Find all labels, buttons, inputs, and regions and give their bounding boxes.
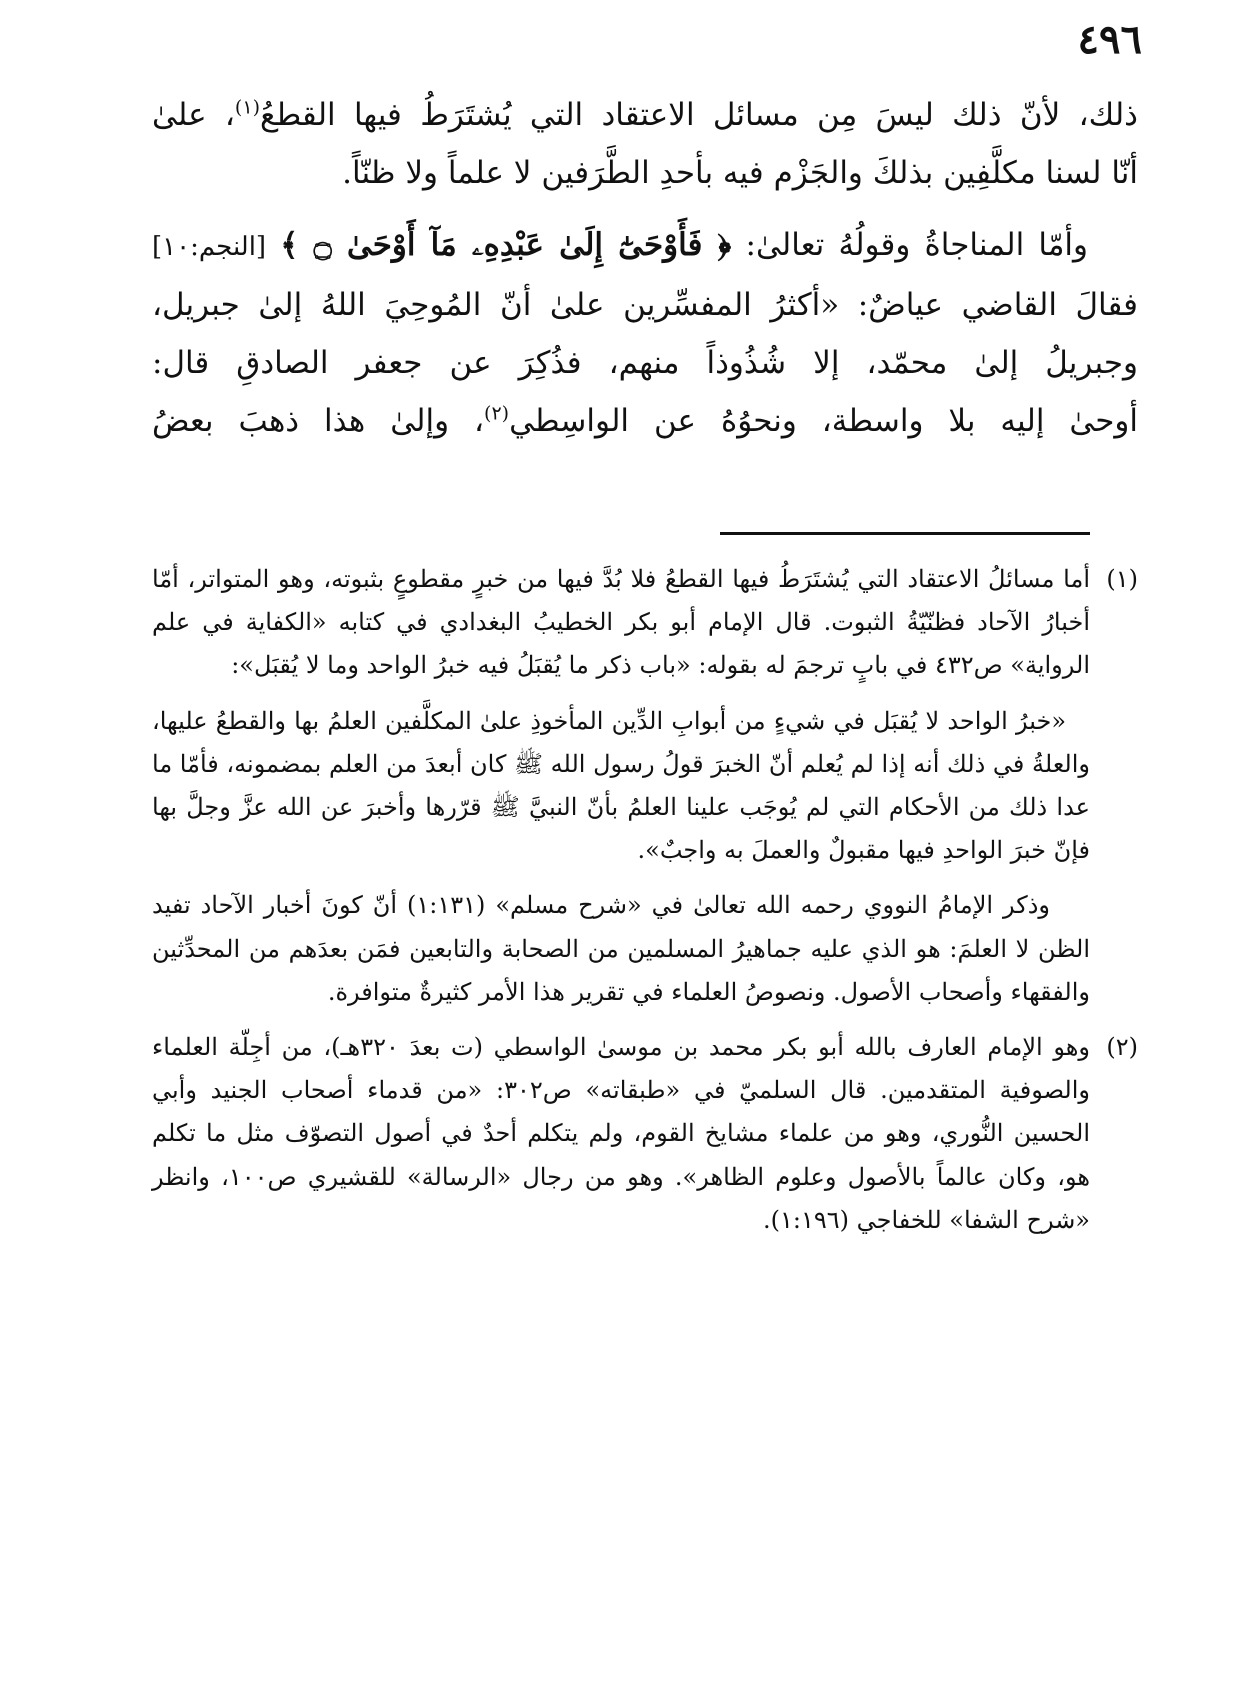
footnote-text: وهو الإمام العارف بالله أبو بكر محمد بن موسىٰ الواسطي (ت بعدَ ٣٢٠هـ)، من أجِلّة العلماء والصوفية المتقدمين. قال السلميّ في «طبقاته» ص٣٠٢: «من قدماء أصحاب الجنيد وأبي الحسين النُّوري، وهو من علماء مشايخ القوم، ولم يتكلم أحدٌ في أصول التصوّف مثل ما تكلم هو، وكان عالماً بالأصول وعلوم الظاهر». وهو من رجال «الرسالة» للقشيري ص١٠٠، وانظر «شرح الشفا» للخفاجي (١:١٩٦). — [152, 1033, 1090, 1234]
main-text-segment: وأمّا المناجاةُ وقولُهُ تعالىٰ: — [745, 227, 1089, 263]
footnote-2 — [152, 1026, 1138, 1242]
footnote-1-quote: «خبرُ الواحد لا يُقبَل في شيءٍ من أبوابِ الدِّين المأخوذِ علىٰ المكلَّفين العلمُ بها والقطعُ عليها، والعلةُ في ذلك أنه إذا لم يُعلم أنّ الخبرَ قولُ رسول الله ﷺ كان أبعدَ من العلم بمضمونه، فأمّا ما عدا ذلك من الأحكام التي لم يُوجَب علينا العلمُ بأنّ النبيَّ ﷺ قرّرها وأخبرَ عن الله عزَّ وجلَّ بها فإنّ خبرَ الواحدِ فيها مقبولٌ والعملَ به واجبٌ». — [152, 706, 1090, 865]
main-line-4: فقالَ القاضي عياضٌ: «أكثرُ المفسِّرين علىٰ أنّ المُوحِيَ اللهُ إلىٰ جبريل، — [152, 287, 1138, 323]
main-line-6 — [152, 392, 1138, 450]
main-line-2: أنّا لسنا مكلَّفِين بذلكَ والجَزْم فيه بأحدِ الطَّرَفين لا علماً ولا ظنّاً. — [342, 155, 1138, 191]
main-text-segment: ، وإلىٰ هذا ذهبَ بعضُ — [152, 403, 485, 439]
footnote-ref-1[interactable]: (١) — [234, 96, 260, 119]
main-text-segment: ، علىٰ — [152, 97, 235, 133]
main-line-5: وجبريلُ إلىٰ محمّد، إلا شُذُوذاً منهم، فذُكِرَ عن جعفر الصادقِ قال: — [152, 345, 1138, 381]
footnote-divider — [720, 532, 1090, 535]
footnote-number: (٢) — [1106, 1033, 1138, 1062]
main-line-3 — [152, 216, 1138, 276]
main-line-1 — [152, 86, 1138, 144]
quran-verse: ﴿ فَأَوْحَىٰٓ إِلَىٰ عَبْدِهِۦ مَآ أَوْحَىٰ ۝ ﴾ — [280, 227, 732, 263]
footnote-number: (١) — [1106, 565, 1138, 593]
footnotes — [152, 558, 1138, 1242]
footnote-ref-2[interactable]: (٢) — [484, 402, 510, 425]
footnote-1 — [152, 558, 1138, 688]
footnote-text: أما مسائلُ الاعتقاد التي يُشتَرَطُ فيها القطعُ فلا بُدَّ فيها من خبرٍ مقطوعٍ بثبوته، وهو المتواتر، أمّا أخبارُ الآحاد فظنّيّةُ الثبوت. قال الإمام أبو بكر الخطيبُ البغدادي في كتابه «الكفاية في علم الرواية» ص٤٣٢ في بابٍ ترجمَ له بقوله: «باب ذكر ما يُقبَلُ فيه خبرُ الواحد وما لا يُقبَل»: — [152, 565, 1090, 680]
page-number: ٤٩٦ — [1077, 16, 1142, 63]
main-text — [152, 86, 1138, 450]
main-text-segment: ذلك، لأنّ ذلك ليسَ مِن مسائل الاعتقاد التي يُشتَرَطُ فيها القطعُ — [259, 97, 1138, 133]
quran-reference: [النجم:١٠] — [152, 232, 267, 262]
main-text-segment: أوحىٰ إليه بلا واسطة، ونحوُهُ عن الواسِطي — [509, 403, 1138, 439]
footnote-1-extra: وذكر الإمامُ النووي رحمه الله تعالىٰ في «شرح مسلم» (١:١٣١) أنّ كونَ أخبار الآحاد تفيد الظن لا العلمَ: هو الذي عليه جماهيرُ المسلمين من الصحابة والتابعين فمَن بعدَهم من المحدِّثين والفقهاء وأصحاب الأصول. ونصوصُ العلماء في تقرير هذا الأمر كثيرةٌ متوافرة. — [152, 891, 1090, 1006]
